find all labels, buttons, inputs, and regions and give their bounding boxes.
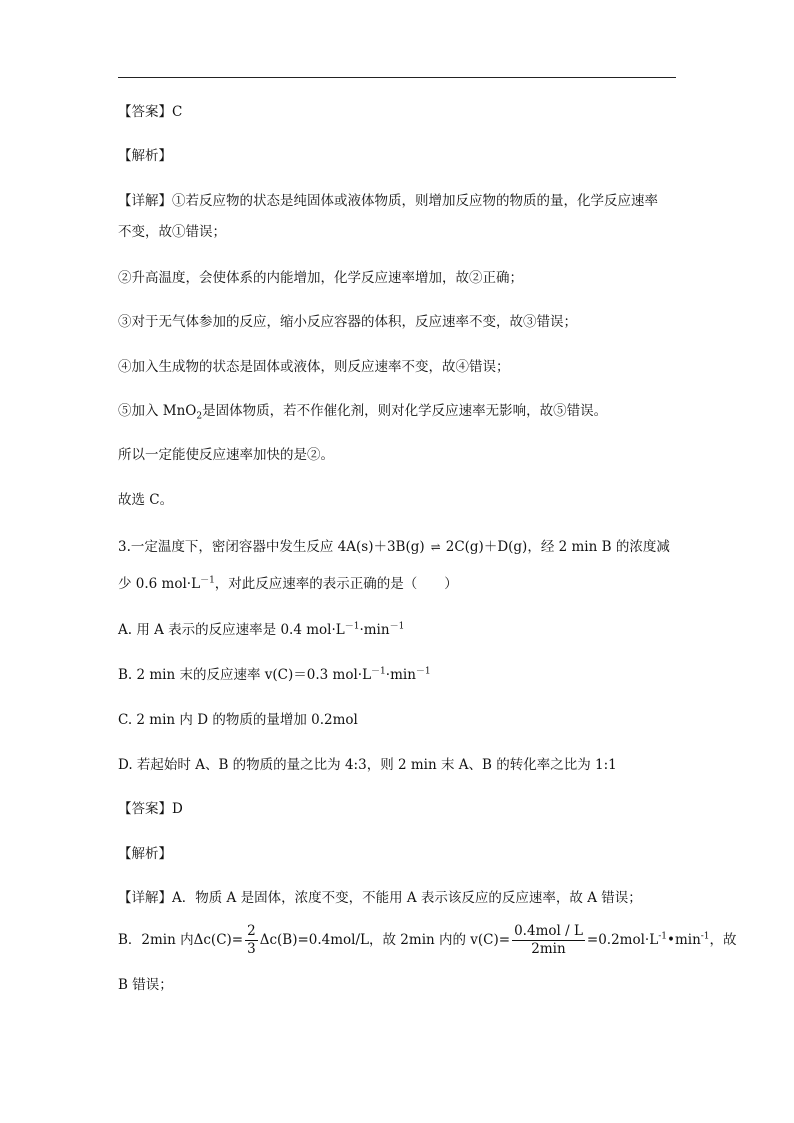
detail-line-1: [118, 191, 658, 211]
question-3-line-2: [118, 574, 458, 594]
answer-line-2: [118, 799, 183, 819]
answer-line-1: [118, 102, 182, 122]
item-3: ③对于无气体参加的反应，缩小反应容器的体积，反应速率不变，故③错误；: [118, 314, 577, 330]
option-c: C. 2 min 内 D 的物质的量增加 0.2mol: [118, 712, 358, 728]
question-3-line-2-a: 少 0.6 mol·L: [118, 576, 201, 592]
item-5-pre: ⑤加入 MnO: [118, 403, 197, 419]
detail-b-b: Δc(B)=0.4mol/L，故 2min 内的 v(C)=: [259, 932, 511, 948]
answer-value: C: [172, 104, 183, 120]
option-b-sup2: －1: [415, 666, 431, 677]
fraction-rate-num: 0.4mol / L: [514, 923, 583, 939]
option-a: [118, 620, 404, 640]
detail-a-line: [118, 888, 642, 908]
header-rule: [118, 77, 676, 78]
option-b-sup1: －1: [371, 666, 386, 677]
answer-label-2: 【答案】: [118, 801, 172, 817]
detail-b-c: =0.2mol·L: [586, 932, 659, 948]
detail-b-e: ，故: [709, 932, 737, 948]
question-3-text-b: 2C(g)＋D(g)，经 2 min B 的浓度减: [445, 539, 670, 555]
question-3-line-2-b: ，对此反应速率的表示正确的是（ ）: [214, 576, 458, 592]
analysis-heading-2: 【解析】: [118, 846, 172, 862]
item-4: ④加入生成物的状态是固体或液体，则反应速率不变，故④错误；: [118, 359, 510, 375]
detail-b-sup2: -1: [700, 931, 710, 942]
option-b-mid: ·min: [385, 667, 416, 683]
analysis-heading-1: 【解析】: [118, 148, 172, 164]
fraction-2-3-num: 2: [247, 923, 256, 939]
question-3-line-1: [118, 537, 670, 557]
fraction-2-3: [245, 923, 258, 958]
option-b-text: B. 2 min 末的反应速率 v(C)＝0.3 mol·L: [118, 667, 372, 683]
detail-b-d: •min: [666, 932, 701, 948]
detail-b-line-2: B 错误；: [118, 977, 173, 993]
detail-b-a: B．2min 内Δc(C)=: [118, 932, 244, 948]
item-5-post: 是固体物质，若不作催化剂，则对化学反应速率无影响，故⑤错误。: [202, 403, 608, 419]
detail-line-2: 不变，故①错误；: [118, 224, 226, 240]
option-a-sup2: －1: [389, 621, 405, 632]
conclusion: 所以一定能使反应速率加快的是②。: [118, 447, 334, 463]
option-a-sup1: －1: [344, 621, 360, 632]
question-3-sup: －1: [200, 575, 215, 586]
option-b: [118, 665, 431, 685]
detail-label: 【详解】: [118, 193, 172, 209]
detail-b-sup1: -1: [658, 931, 667, 942]
item-2: ②升高温度，会使体系的内能增加，化学反应速率增加，故②正确；: [118, 270, 523, 286]
choose-line: 故选 C。: [118, 492, 174, 508]
detail-text: ①若反应物的状态是纯固体或液体物质，则增加反应物的物质的量，化学反应速率: [172, 193, 658, 209]
equilibrium-arrow-icon: ⇌: [430, 540, 440, 554]
fraction-rate: [512, 923, 585, 958]
detail-label-2: 【详解】: [118, 890, 172, 906]
detail-a-text: A．物质 A 是固体，浓度不变，不能用 A 表示该反应的反应速率，故 A 错误；: [172, 890, 642, 906]
option-d: D. 若起始时 A、B 的物质的量之比为 4:3，则 2 min 末 A、B 的转化率之比为 1:1: [118, 757, 617, 773]
answer-value-2: D: [172, 801, 183, 817]
fraction-rate-den: 2min: [531, 941, 566, 957]
option-a-text: A. 用 A 表示的反应速率是 0.4 mol·L: [118, 622, 345, 638]
option-a-mid: ·min: [359, 622, 390, 638]
item-5-sub: 2: [196, 411, 203, 422]
question-3-text-a: 3.一定温度下，密闭容器中发生反应 4A(s)＋3B(g): [118, 539, 425, 555]
fraction-2-3-den: 3: [247, 941, 256, 957]
detail-b-line-1: [118, 922, 737, 958]
answer-label: 【答案】: [118, 104, 172, 120]
item-5: [118, 401, 607, 421]
